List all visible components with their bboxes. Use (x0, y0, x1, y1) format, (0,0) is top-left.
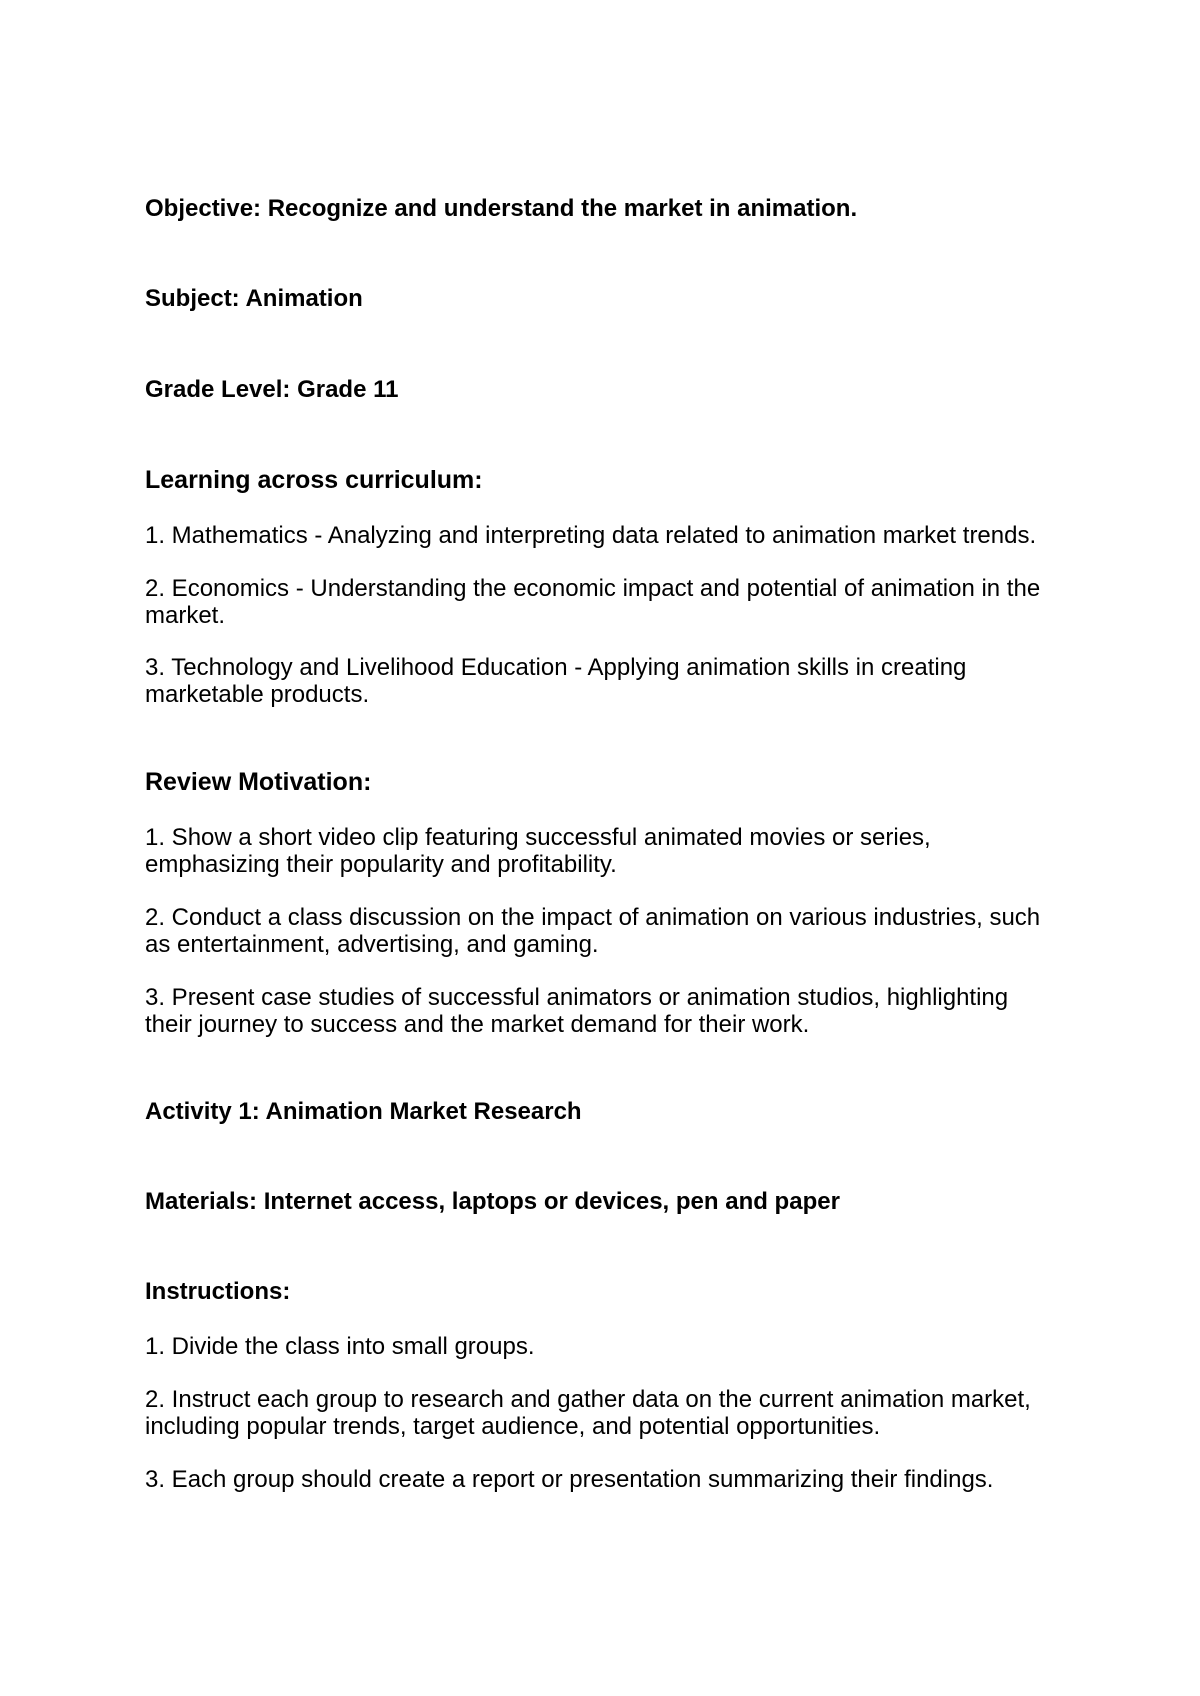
motivation-item-3-line-1: 3. Present case studies of successful animators or animation studios, highlighting (145, 984, 1009, 1011)
review-motivation-heading: Review Motivation: (145, 768, 372, 796)
objective-heading: Objective: Recognize and understand the market in animation. (145, 195, 858, 222)
subject-heading: Subject: Animation (145, 285, 363, 312)
curriculum-item-2-line-2: market. (145, 602, 226, 629)
instruction-item-3-line-1: 3. Each group should create a report or presentation summarizing their findings. (145, 1466, 994, 1493)
curriculum-item-1-line-1: 1. Mathematics - Analyzing and interpreting data related to animation market trends. (145, 522, 1037, 549)
learning-across-curriculum-heading: Learning across curriculum: (145, 466, 483, 494)
activity-1-title: Activity 1: Animation Market Research (145, 1098, 582, 1125)
motivation-item-2-line-2: as entertainment, advertising, and gaming. (145, 931, 599, 958)
curriculum-item-3-line-1: 3. Technology and Livelihood Education - Applying animation skills in creating (145, 654, 967, 681)
motivation-item-1-line-2: emphasizing their popularity and profitability. (145, 851, 617, 878)
grade-level-heading: Grade Level: Grade 11 (145, 376, 399, 403)
motivation-item-1-line-1: 1. Show a short video clip featuring successful animated movies or series, (145, 824, 931, 851)
materials-heading: Materials: Internet access, laptops or devices, pen and paper (145, 1188, 840, 1215)
motivation-item-2-line-1: 2. Conduct a class discussion on the impact of animation on various industries, such (145, 904, 1041, 931)
instruction-item-2-line-1: 2. Instruct each group to research and gather data on the current animation market, (145, 1386, 1031, 1413)
instruction-item-2-line-2: including popular trends, target audience, and potential opportunities. (145, 1413, 881, 1440)
curriculum-item-3-line-2: marketable products. (145, 681, 370, 708)
motivation-item-3-line-2: their journey to success and the market demand for their work. (145, 1011, 810, 1038)
curriculum-item-2-line-1: 2. Economics - Understanding the economic impact and potential of animation in the (145, 575, 1041, 602)
instruction-item-1-line-1: 1. Divide the class into small groups. (145, 1333, 535, 1360)
instructions-heading: Instructions: (145, 1278, 291, 1305)
